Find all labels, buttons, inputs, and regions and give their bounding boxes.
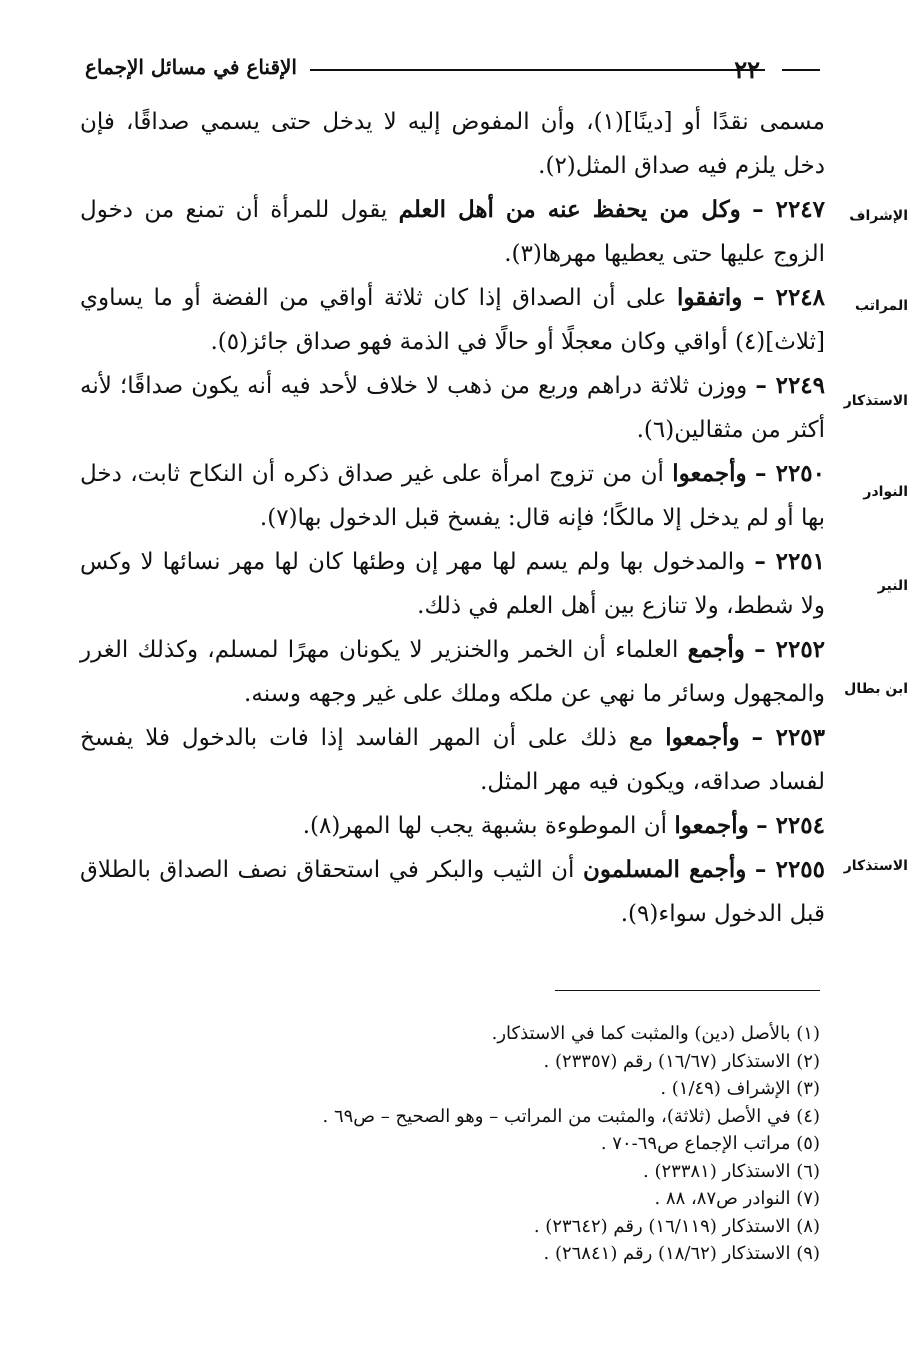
- paragraph-2249: ٢٢٤٩ – ووزن ثلاثة دراهم وربع من ذهب لا خلاف لأحد فيه أنه يكون صداقًا؛ لأنه أكثر من مثقالين(٦).: [80, 372, 826, 443]
- footnotes: [180, 1020, 820, 1268]
- paragraph-2247: ٢٢٤٧ – وكل من يحفظ عنه من أهل العلم يقول للمرأة أن تمنع من دخول الزوج عليها حتى يعطيها مهرها(٣).: [80, 196, 826, 267]
- paragraph-2251: ٢٢٥١ – والمدخول بها ولم يسم لها مهر إن وطئها كان لها مهر نسائها لا وكس ولا شطط، ولا تنازع بين أهل العلم في ذلك.: [80, 548, 826, 619]
- margin-source-label: الإشراف: [849, 208, 908, 224]
- header-rule-short: [782, 69, 820, 71]
- margin-source-label: الاستذكار: [843, 393, 908, 409]
- paragraph-2254: ٢٢٥٤ – وأجمعوا أن الموطوءة بشبهة يجب لها المهر(٨).: [302, 812, 825, 839]
- paragraph-2248: ٢٢٤٨ – واتفقوا على أن الصداق إذا كان ثلاثة أواقي من الفضة أو ما يساوي [ثلاث](٤) أواقي وكان معجلًا أو حالًا في الذمة فهو صداق جائز(٥).: [80, 284, 826, 355]
- paragraph-2255: ٢٢٥٥ – وأجمع المسلمون أن الثيب والبكر في استحقاق نصف الصداق بالطلاق قبل الدخول سواء(٩).: [80, 856, 826, 927]
- footnote: (٥) مراتب الإجماع ص٦٩-٧٠ .: [600, 1133, 820, 1154]
- footnote: (٨) الاستذكار (١٦/١١٩) رقم (٢٣٦٤٢) .: [533, 1215, 820, 1237]
- margin-source-label: الاستذكار: [843, 858, 908, 874]
- paragraph-2250: ٢٢٥٠ – وأجمعوا أن من تزوج امرأة على غير صداق ذكره أن النكاح ثابت، دخل بها أو لم يدخل إلا مالكًا؛ فإنه قال: يفسخ قبل الدخول بها(٧).: [80, 460, 826, 531]
- margin-source-label: النوادر: [863, 484, 908, 500]
- paragraph-continuation: مسمى نقدًا أو [دينًا](١)، وأن المفوض إليه لا يدخل حتى يسمي صداقًا، فإن دخل يلزم فيه صداق المثل(٢).: [80, 109, 825, 179]
- margin-source-label: ابن بطال: [844, 681, 908, 697]
- footnote: (٧) النوادر ص٨٧، ٨٨ .: [654, 1188, 820, 1209]
- footnote: (٦) الاستذكار (٢٣٣٨١) .: [643, 1160, 820, 1182]
- header-rule: [310, 69, 765, 71]
- footnote-separator: [555, 990, 820, 991]
- footnote: (٢) الاستذكار (١٦/٦٧) رقم (٢٣٣٥٧) .: [543, 1050, 820, 1072]
- footnote: (١) بالأصل (دين) والمثبت كما في الاستذكار.: [491, 1023, 820, 1044]
- footnote: (٩) الاستذكار (١٨/٦٢) رقم (٢٦٨٤١) .: [543, 1243, 820, 1264]
- page-number: ٢٢: [734, 55, 760, 84]
- footnote: (٣) الإشراف (١/٤٩) .: [660, 1078, 820, 1099]
- paragraph-2252: ٢٢٥٢ – وأجمع العلماء أن الخمر والخنزير لا يكونان مهرًا لمسلم، وكذلك الغرر والمجهول وسائر ما نهي عن ملكه وملك على غير وجهه وسنه.: [80, 636, 826, 707]
- page-header: [85, 55, 820, 91]
- margin-source-label: النير: [877, 578, 908, 594]
- book-title: الإقناع في مسائل الإجماع: [85, 55, 297, 79]
- main-text: [80, 100, 825, 936]
- margin-source-label: المراتب: [854, 298, 908, 314]
- paragraph-2253: ٢٢٥٣ – وأجمعوا مع ذلك على أن المهر الفاسد إذا فات بالدخول فلا يفسخ لفساد صداقه، ويكون فيه مهر المثل.: [80, 724, 826, 795]
- footnote: (٤) في الأصل (ثلاثة)، والمثبت من المراتب – وهو الصحيح – ص٦٩ .: [322, 1105, 820, 1127]
